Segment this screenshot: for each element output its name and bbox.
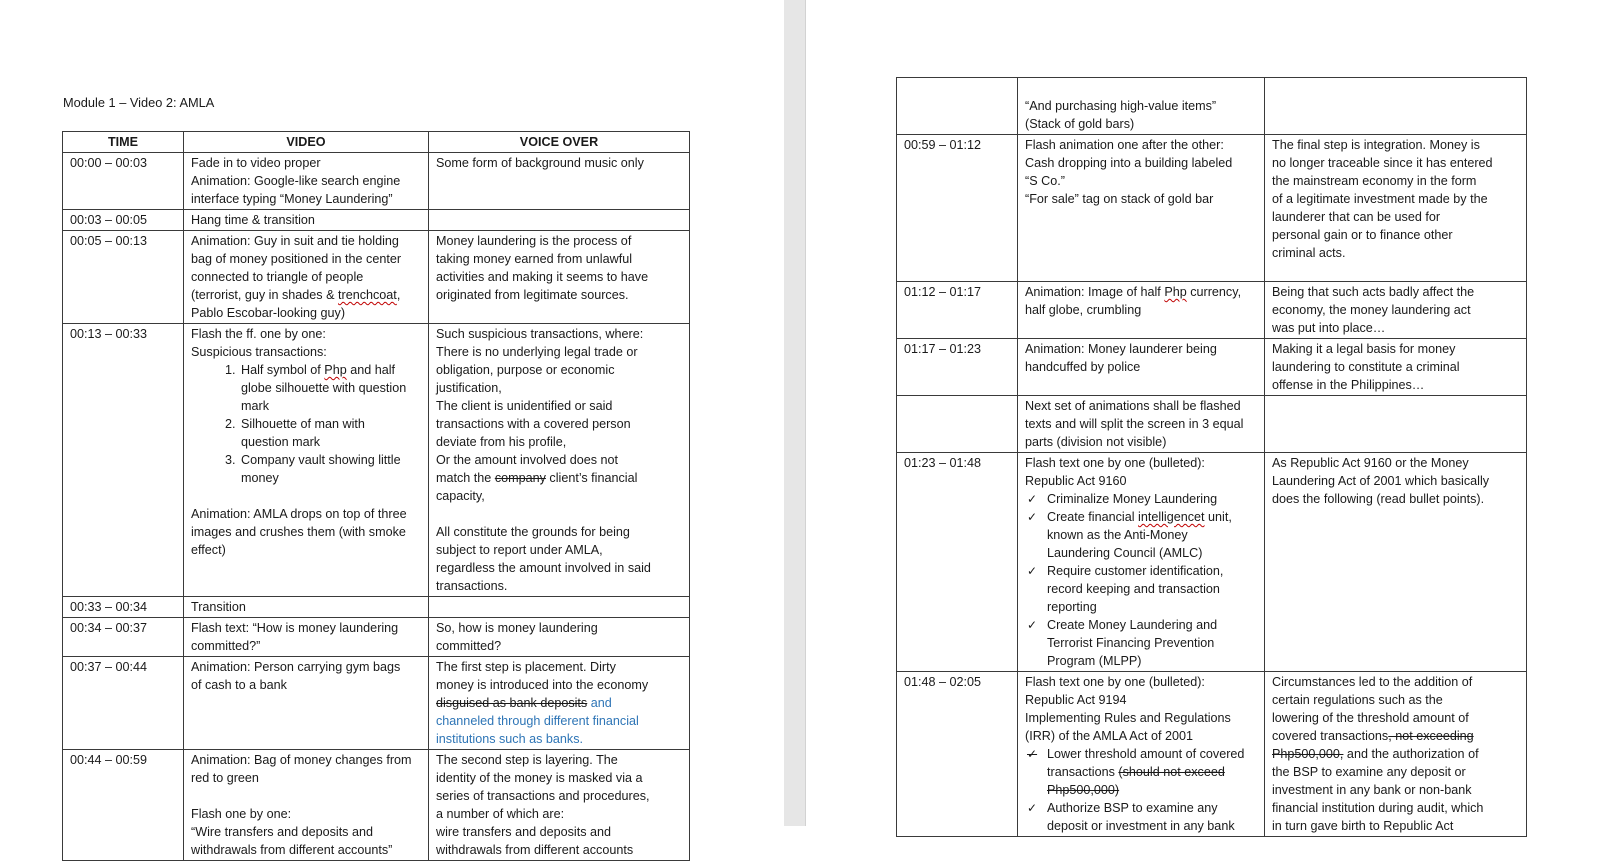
time-cell: 00:37 – 00:44	[63, 657, 184, 750]
time-cell: 01:12 – 01:17	[897, 282, 1018, 339]
table-row	[897, 135, 1527, 282]
inserted-text: and	[587, 696, 612, 710]
voice-cell: So, how is money laundering committed?	[429, 618, 690, 657]
numbered-list	[191, 361, 421, 487]
table-row	[63, 750, 690, 861]
video-cell: Hang time & transition	[184, 210, 429, 231]
video-cell: Flash text: “How is money laundering committed?”	[184, 618, 429, 657]
table-row	[897, 396, 1527, 453]
time-cell: 00:44 – 00:59	[63, 750, 184, 861]
time-cell: 00:59 – 01:12	[897, 135, 1018, 282]
time-cell: 00:03 – 00:05	[63, 210, 184, 231]
spellcheck-word: intelligencet	[1138, 510, 1205, 524]
time-cell	[897, 396, 1018, 453]
document-heading: Module 1 – Video 2: AMLA	[63, 95, 215, 110]
voice-cell: Being that such acts badly affect the economy, the money laundering act was put into place…	[1265, 282, 1527, 339]
header-voice-over: VOICE OVER	[429, 132, 690, 153]
list-item: 1. Half symbol of Php and half globe silhouette with question mark	[239, 361, 421, 415]
video-cell: Flash text one by one (bulleted): Republic Act 9194 Implementing Rules and Regulations (IRR) of the AMLA Act of 2001 ✓ Lower threshold amount of covered transactions (should not exceed Php500,000) ✓ Authorize BSP to examine any deposit or investment in any bank	[1018, 672, 1265, 837]
list-item: ✓ Create Money Laundering and Terrorist Financing Prevention Program (MLPP)	[1027, 618, 1218, 668]
checkmark-icon: ✓	[1027, 564, 1038, 578]
script-table-right	[896, 77, 1527, 837]
list-item: ✓ Lower threshold amount of covered transactions (should not exceed Php500,000)	[1047, 745, 1257, 799]
table-row	[897, 339, 1527, 396]
spellcheck-word: Php	[1164, 285, 1187, 299]
deleted-text: (should not exceed	[1118, 765, 1225, 779]
voice-cell: Money laundering is the process of taking money earned from unlawful activities and making it seems to have originated from legitimate sources.	[429, 231, 690, 324]
table-row	[63, 210, 690, 231]
list-item: ✓ Require customer identification, record keeping and transaction reporting	[1027, 564, 1224, 614]
time-cell: 00:00 – 00:03	[63, 153, 184, 210]
checkmark-icon: ✓	[1027, 618, 1038, 632]
spellcheck-word: trenchcoat	[338, 288, 397, 302]
voice-cell	[429, 597, 690, 618]
table-row	[897, 78, 1527, 135]
voice-cell	[1265, 78, 1527, 135]
video-cell: Fade in to video proper Animation: Google-like search engine interface typing “Money Laundering”	[184, 153, 429, 210]
video-cell: Animation: Image of half Php currency, half globe, crumbling	[1018, 282, 1265, 339]
time-cell	[897, 78, 1018, 135]
header-video: VIDEO	[184, 132, 429, 153]
video-cell: Animation: Guy in suit and tie holding bag of money positioned in the center connected to triangle of people (terrorist, guy in shades & trenchcoat, Pablo Escobar-looking guy)	[184, 231, 429, 324]
spellcheck-word: Php	[324, 363, 347, 377]
document-page-left	[0, 0, 784, 857]
checkmark-icon: ✓	[1027, 510, 1038, 524]
deleted-text: Php500,000)	[1047, 783, 1120, 797]
document-page-right	[806, 0, 1597, 833]
video-cell: Transition	[184, 597, 429, 618]
voice-cell: Some form of background music only	[429, 153, 690, 210]
table-row	[63, 231, 690, 324]
checkmark-list	[1025, 745, 1257, 835]
table-row	[63, 153, 690, 210]
table-row	[897, 672, 1527, 837]
video-cell: Flash animation one after the other: Cash dropping into a building labeled “S Co.” “For sale” tag on stack of gold bar	[1018, 135, 1265, 282]
voice-cell	[1265, 396, 1527, 453]
checkmark-icon: ✓	[1027, 801, 1038, 815]
script-table-left	[62, 131, 690, 861]
deleted-text: , not exceeding	[1388, 729, 1474, 743]
table-row	[897, 453, 1527, 672]
video-cell: Animation: Person carrying gym bags of cash to a bank	[184, 657, 429, 750]
voice-cell: The first step is placement. Dirty money is introduced into the economy disguised as bank deposits and channeled through different financial institutions such as banks.	[429, 657, 690, 750]
inserted-text: institutions such as banks.	[436, 732, 584, 746]
list-item: 3. Company vault showing little money	[239, 451, 421, 487]
deleted-text: Php500,000,	[1272, 747, 1344, 761]
voice-cell: The final step is integration. Money is no longer traceable since it has entered the mainstream economy in the form of a legitimate investment made by the launderer that can be used for personal gain or to finance other criminal acts.	[1265, 135, 1527, 282]
table-header-row	[63, 132, 690, 153]
video-cell: Animation: Bag of money changes from red to green Flash one by one: “Wire transfers and deposits and withdrawals from different accounts”	[184, 750, 429, 861]
time-cell: 01:48 – 02:05	[897, 672, 1018, 837]
video-cell: Flash text one by one (bulleted): Republic Act 9160 ✓ Criminalize Money Laundering ✓ Create financial intelligencet unit, known as the Anti-Money Laundering Council (AMLC) ✓ Require customer identification, record keeping and transaction reporting ✓ Create Money Laundering and Terrorist Financing Prevention Program (MLPP)	[1018, 453, 1265, 672]
video-cell: Flash the ff. one by one: Suspicious transactions: 1. Half symbol of Php and half globe silhouette with question mark 2. Silhouette of man with question mark 3. Company vault showing little money Animation: AMLA drops on top of three images and crushes them (with smoke effect)	[184, 324, 429, 597]
inserted-text: channeled through different financial	[436, 714, 639, 728]
time-cell: 01:23 – 01:48	[897, 453, 1018, 672]
page-gutter	[784, 0, 806, 826]
header-time: TIME	[63, 132, 184, 153]
list-item: ✓ Criminalize Money Laundering	[1027, 492, 1218, 506]
table-row	[63, 324, 690, 597]
deleted-text: disguised as bank deposits	[436, 696, 588, 710]
time-cell: 00:05 – 00:13	[63, 231, 184, 324]
table-row	[63, 618, 690, 657]
list-item: ✓ Create financial intelligencet unit, known as the Anti-Money Laundering Council (AMLC)	[1027, 510, 1232, 560]
voice-cell: The second step is layering. The identity of the money is masked via a series of transactions and procedures, a number of which are: wire transfers and deposits and withdrawals from different accounts	[429, 750, 690, 861]
time-cell: 01:17 – 01:23	[897, 339, 1018, 396]
list-item: ✓ Authorize BSP to examine any deposit or investment in any bank	[1027, 801, 1235, 833]
video-cell: “And purchasing high-value items” (Stack of gold bars)	[1018, 78, 1265, 135]
time-cell: 00:34 – 00:37	[63, 618, 184, 657]
table-row	[63, 657, 690, 750]
video-cell: Animation: Money launderer being handcuffed by police	[1018, 339, 1265, 396]
checkmark-icon: ✓	[1027, 492, 1038, 506]
checkmark-list	[1025, 490, 1257, 670]
deleted-text: company	[494, 471, 546, 485]
table-row	[897, 282, 1527, 339]
video-cell: Next set of animations shall be flashed texts and will split the screen in 3 equal parts (division not visible)	[1018, 396, 1265, 453]
voice-cell: Such suspicious transactions, where: There is no underlying legal trade or obligation, purpose or economic justification, The client is unidentified or said transactions with a covered person deviate from his profile, Or the amount involved does not match the company client’s financial capacity, All constitute the grounds for being subject to report under AMLA, regardless the amount involved in said transactions.	[429, 324, 690, 597]
checkmark-icon: ✓	[1027, 747, 1038, 761]
voice-cell: Circumstances led to the addition of certain regulations such as the lowering of the threshold amount of covered transactions, not exceeding Php500,000, and the authorization of the BSP to examine any deposit or investment in any bank or non-bank financial institution during audit, which in turn gave birth to Republic Act	[1265, 672, 1527, 837]
voice-cell: As Republic Act 9160 or the Money Laundering Act of 2001 which basically does the following (read bullet points).	[1265, 453, 1527, 672]
time-cell: 00:33 – 00:34	[63, 597, 184, 618]
voice-cell: Making it a legal basis for money laundering to constitute a criminal offense in the Philippines…	[1265, 339, 1527, 396]
time-cell: 00:13 – 00:33	[63, 324, 184, 597]
voice-cell	[429, 210, 690, 231]
table-row	[63, 597, 690, 618]
list-item: 2. Silhouette of man with question mark	[239, 415, 421, 451]
